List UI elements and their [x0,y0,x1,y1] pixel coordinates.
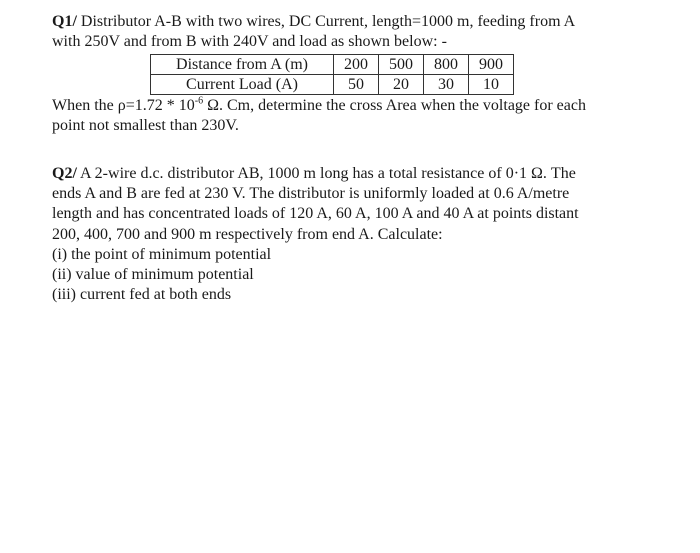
distance-cell: 800 [424,55,469,75]
q2-line-4: 200, 400, 700 and 900 m respectively from end A. Calculate: [52,225,443,243]
q1-line-2: with 250V and from B with 240V and load as shown below: - [52,33,447,50]
distance-row-header: Distance from A (m) [151,55,334,75]
q1-line-4: point not smallest than 230V. [52,117,239,134]
distance-cell: 200 [334,55,379,75]
q1-exponent: -6 [194,95,204,107]
distance-cell: 900 [469,55,514,75]
q1-line-1 [52,12,652,32]
q1-text-line-3b: Ω. Cm, determine the cross Area when the voltage for each [203,97,586,114]
q2-line-3: length and has concentrated loads of 120 A, 60 A, 100 A and 40 A at points distant [52,205,579,223]
document-page [52,12,652,305]
q2-line-2: ends A and B are fed at 230 V. The distributor is uniformly loaded at 0.6 A/metre [52,185,570,203]
load-cell: 50 [334,75,379,95]
q2-item-ii: (ii) value of minimum potential [52,266,254,284]
question-1 [52,12,652,136]
q2-label: Q2/ [52,165,77,182]
q2-line-1 [52,164,652,184]
q2-text-line-1: A 2-wire d.c. distributor AB, 1000 m long has a total resistance of 0·1 Ω. The [76,165,576,182]
distance-cell: 500 [379,55,424,75]
load-table [150,54,514,95]
load-row [151,75,514,95]
q1-label: Q1/ [52,13,77,30]
q1-line-3 [52,96,652,116]
question-2 [52,164,652,305]
q2-item-iii: (iii) current fed at both ends [52,286,232,304]
load-cell: 20 [379,75,424,95]
q1-text-line-1: Distributor A-B with two wires, DC Current, length=1000 m, feeding from A [76,13,576,30]
q1-text-line-3a: When the ρ=1.72 * 10 [52,97,195,114]
load-row-header: Current Load (A) [151,75,334,95]
load-cell: 10 [469,75,514,95]
load-cell: 30 [424,75,469,95]
distance-row [151,55,514,75]
q2-item-i: (i) the point of minimum potential [52,245,272,263]
